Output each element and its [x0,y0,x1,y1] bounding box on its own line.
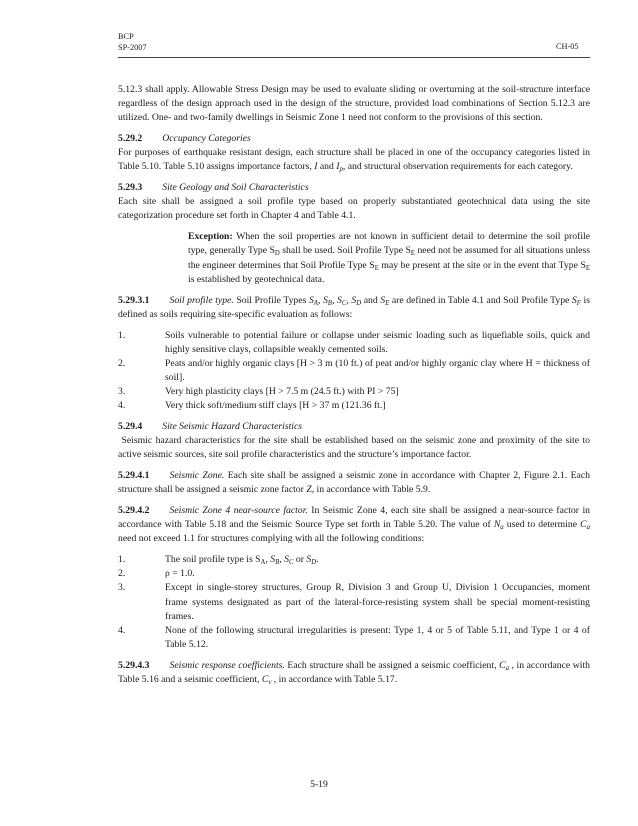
section-paragraph: For purposes of earthquake resistant design, each structure shall be placed in one of the occupancy categories listed in Table 5.10. Table 5.10 assigns importance factors, I and $I_p$, and structural observation requirements for each category. [118,147,590,174]
soil-list [118,329,590,413]
page-body [118,83,590,687]
exception-block: Exception: When the soil properties are not known in sufficient detail to determine the soil profile type, generally Type $S_D$ shall be used. Soil Profile Type $S_E$ need not be assumed for all situations unless the engineer determines that Soil Profile Type $S_E$ may be present at the site or in the event that Type $S_E$ is established by geotechnical data. [188,231,590,285]
header-doc-id: SP-2007 [118,43,147,52]
list-item: 4. None of the following structural irregularities is present: Type 1, 4 or 5 of Table 5.11, and Type 1 or 4 of Table 5.12. [118,624,590,650]
section-paragraph: 5.29.4.1 Seismic Zone. Each site shall be assigned a seismic zone in accordance with Chapter 2, Figure 2.1. Each structure shall be assigned a seismic zone factor Z, in accordance with Table 5.9. [118,470,590,496]
section-paragraph: Seismic hazard characteristics for the site shall be established based on the seismic zone and proximity of the site to active seismic sources, site soil profile characteristics and the structure’s importance factor. [118,435,590,461]
list-item: 1. The soil profile type is $S_A$, $S_B$, $S_C$ or $S_D$. [118,554,319,567]
header-chapter: CH-05 [556,42,579,51]
list-item: 4. Very thick soft/medium stiff clays [H > 37 m (121.36 ft.] [118,399,386,411]
running-header [118,31,147,53]
list-item: 2. ρ = 1.0. [118,568,195,580]
section-paragraph: 5.29.4.2 Seismic Zone 4 near-source factor. In Seismic Zone 4, each site shall be assigned a near-source factor in accordance with Table 5.18 and the Seismic Source Type set forth in Table 5.20. The value of $N_a$ used to determine $C_a$ need not exceed 1.1 for structures complying with all the following conditions: [118,505,590,545]
section-heading: 5.29.3 Site Geology and Soil Characteristics [118,182,309,194]
list-item: 3. Except in single-storey structures, Group R, Division 3 and Group U, Division 1 Occupancies, moment frame systems designated as part of the lateral-force-resisting system shall be special moment-resisting frames. [118,582,590,622]
section-paragraph: Each site shall be assigned a soil profile type based on properly substantiated geotechnical data using the site categorization procedure set forth in Chapter 4 and Table 4.1. [118,196,590,222]
section-heading: 5.29.4 Site Seismic Hazard Characteristics [118,420,303,432]
list-item: 1. Soils vulnerable to potential failure or collapse under seismic loading such as liquefiable soils, quick and highly sensitive clays, collapsible weakly cemented soils. [118,329,590,355]
intro-paragraph: 5.12.3 shall apply. Allowable Stress Design may be used to evaluate sliding or overturning at the soil-structure interface regardless of the design approach used in the design of the structure, provided load combinations of Section 5.12.3 are utilized. One- and two-family dwellings in Seismic Zone 1 need not conform to the provisions of this section. [118,84,590,124]
header-rule [118,57,590,58]
page-number: 5-19 [310,779,328,790]
header-org: BCP [118,32,134,41]
section-paragraph: 5.29.3.1 Soil profile type. Soil Profile Types $S_A$, $S_B$, $S_C$, $S_D$ and $S_E$ are defined in Table 4.1 and Soil Profile Type $S_F$ is defined as soils requiring site-specific evaluation as follows: [118,294,590,320]
section-heading: 5.29.2 Occupancy Categories [118,133,251,145]
conditions-list [118,553,590,651]
list-item: 3. Very high plasticity clays [H > 7.5 m (24.5 ft.) with PI > 75] [118,385,399,397]
section-paragraph: 5.29.4.3 Seismic response coefficients. Each structure shall be assigned a seismic coefficient, $C_a$ , in accordance with Table 5.16 and a seismic coefficient, $C_v$ , in accordance with Table 5.17. [118,659,590,686]
list-item: 2. Peats and/or highly organic clays [H > 3 m (10 ft.) of peat and/or highly organic clay where H = thickness of soil]. [118,357,590,383]
